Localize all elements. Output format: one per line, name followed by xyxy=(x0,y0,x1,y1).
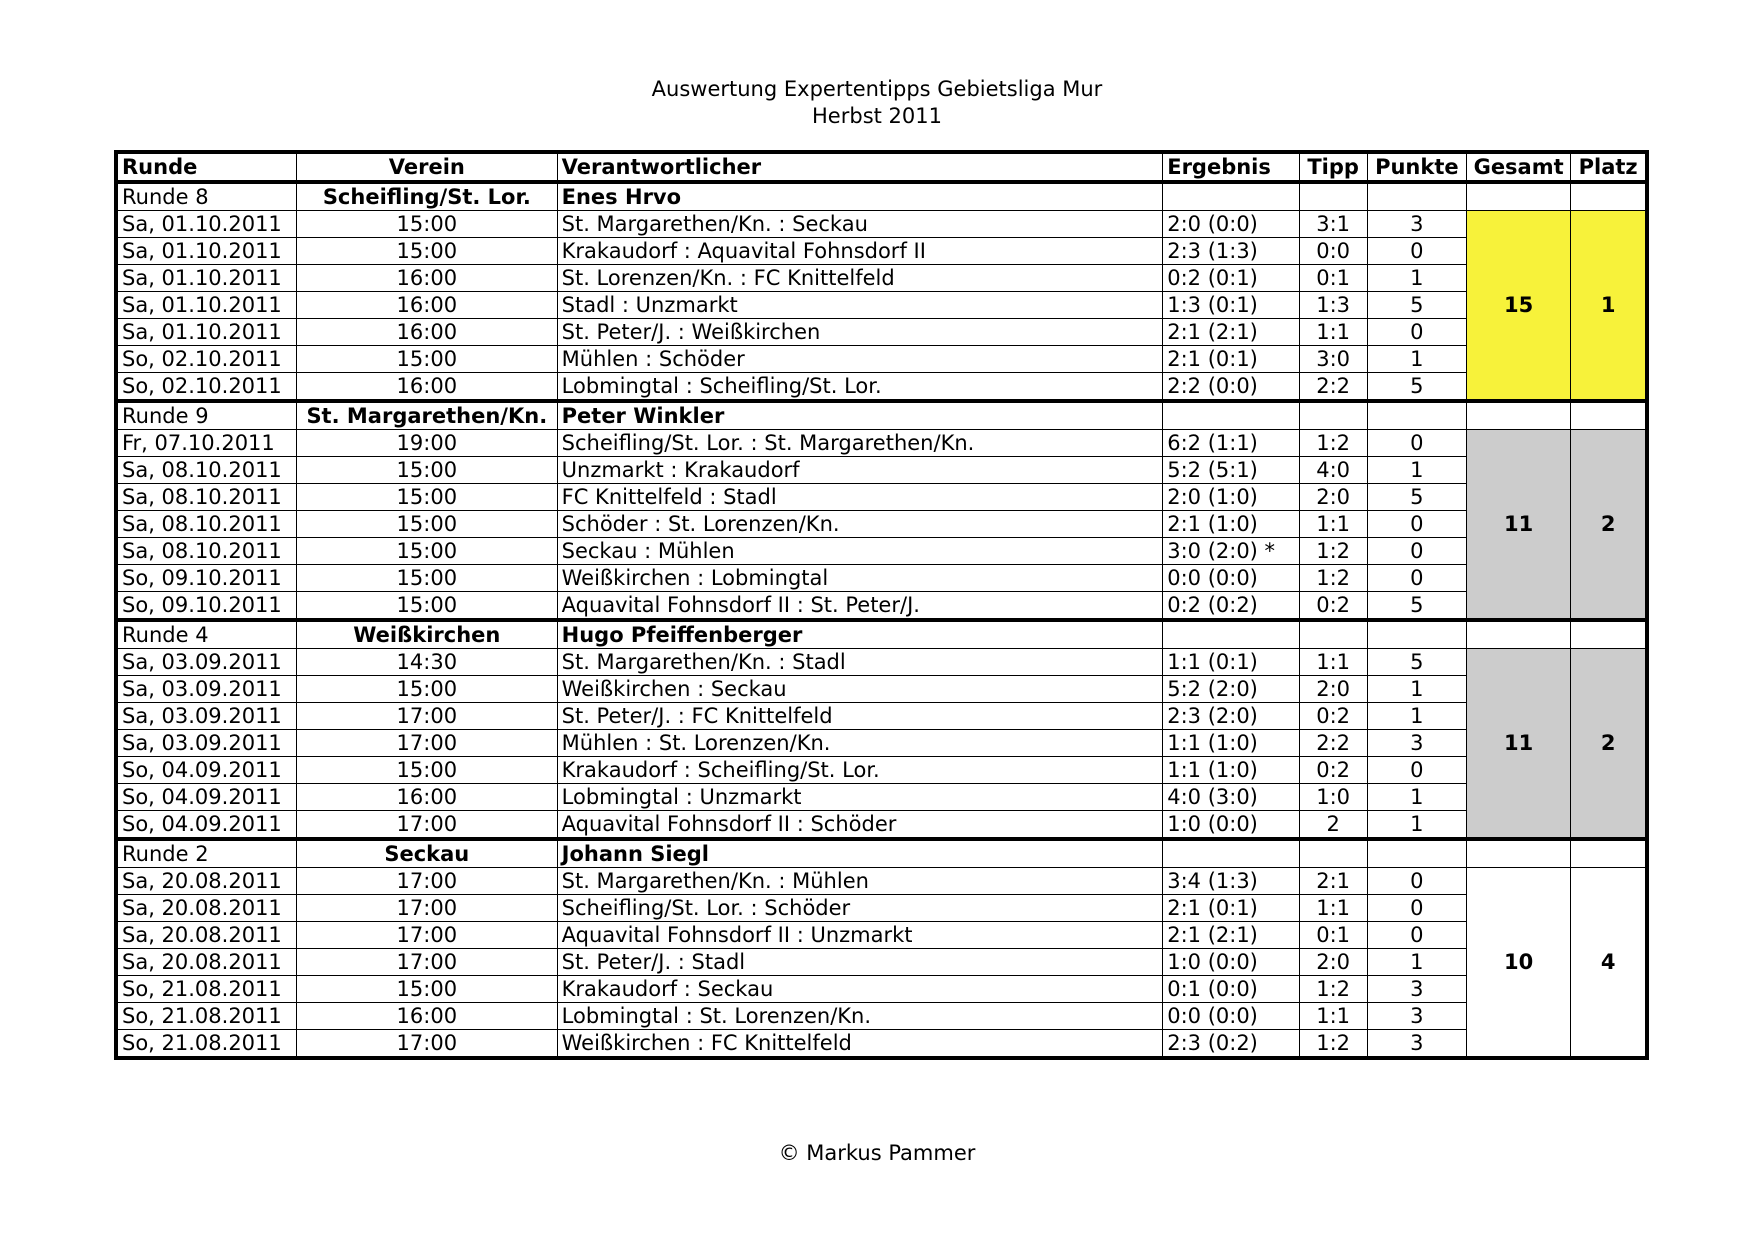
match-date: Sa, 03.09.2011 xyxy=(116,649,296,676)
round-label: Runde 8 xyxy=(116,182,296,211)
match-tip: 0:0 xyxy=(1299,238,1367,265)
table-row xyxy=(116,811,1647,840)
match-result: 2:0 (1:0) xyxy=(1163,484,1299,511)
match-points: 0 xyxy=(1367,238,1466,265)
match-date: So, 02.10.2011 xyxy=(116,373,296,402)
match-tip: 1:1 xyxy=(1299,511,1367,538)
match-tip: 2:2 xyxy=(1299,730,1367,757)
match-tip: 4:0 xyxy=(1299,457,1367,484)
match-points: 3 xyxy=(1367,211,1466,238)
match-date: Sa, 08.10.2011 xyxy=(116,457,296,484)
empty-cell xyxy=(1367,182,1466,211)
match-result: 2:1 (0:1) xyxy=(1163,346,1299,373)
match-pairing: St. Margarethen/Kn. : Stadl xyxy=(557,649,1163,676)
table-row xyxy=(116,457,1647,484)
match-time: 17:00 xyxy=(296,730,557,757)
match-tip: 1:2 xyxy=(1299,565,1367,592)
round-header-row xyxy=(116,620,1647,649)
match-result: 1:3 (0:1) xyxy=(1163,292,1299,319)
table-row xyxy=(116,784,1647,811)
match-points: 0 xyxy=(1367,922,1466,949)
match-pairing: FC Knittelfeld : Stadl xyxy=(557,484,1163,511)
match-points: 1 xyxy=(1367,265,1466,292)
table-row xyxy=(116,868,1647,895)
match-result: 2:1 (1:0) xyxy=(1163,511,1299,538)
match-time: 16:00 xyxy=(296,1003,557,1030)
match-date: Sa, 03.09.2011 xyxy=(116,703,296,730)
empty-cell xyxy=(1571,401,1647,430)
match-pairing: Aquavital Fohnsdorf II : Unzmarkt xyxy=(557,922,1163,949)
match-tip: 0:1 xyxy=(1299,265,1367,292)
table-row xyxy=(116,346,1647,373)
table-row xyxy=(116,976,1647,1003)
match-time: 14:30 xyxy=(296,649,557,676)
table-row xyxy=(116,484,1647,511)
match-points: 1 xyxy=(1367,457,1466,484)
match-result: 0:2 (0:1) xyxy=(1163,265,1299,292)
header-tipp: Tipp xyxy=(1299,152,1367,182)
match-points: 5 xyxy=(1367,373,1466,402)
match-date: Sa, 08.10.2011 xyxy=(116,511,296,538)
match-date: Sa, 03.09.2011 xyxy=(116,676,296,703)
match-tip: 1:2 xyxy=(1299,430,1367,457)
match-result: 3:4 (1:3) xyxy=(1163,868,1299,895)
match-date: Sa, 08.10.2011 xyxy=(116,538,296,565)
match-time: 17:00 xyxy=(296,895,557,922)
match-result: 1:1 (1:0) xyxy=(1163,730,1299,757)
match-time: 16:00 xyxy=(296,265,557,292)
match-time: 15:00 xyxy=(296,565,557,592)
match-points: 0 xyxy=(1367,868,1466,895)
empty-cell xyxy=(1299,839,1367,868)
table-row xyxy=(116,211,1647,238)
match-points: 1 xyxy=(1367,811,1466,840)
match-date: Sa, 20.08.2011 xyxy=(116,895,296,922)
match-time: 15:00 xyxy=(296,238,557,265)
match-result: 2:3 (2:0) xyxy=(1163,703,1299,730)
match-pairing: St. Peter/J. : Stadl xyxy=(557,949,1163,976)
table-row xyxy=(116,922,1647,949)
match-pairing: St. Peter/J. : FC Knittelfeld xyxy=(557,703,1163,730)
round-club: St. Margarethen/Kn. xyxy=(296,401,557,430)
match-pairing: Unzmarkt : Krakaudorf xyxy=(557,457,1163,484)
match-points: 3 xyxy=(1367,1003,1466,1030)
match-result: 0:2 (0:2) xyxy=(1163,592,1299,621)
match-pairing: Mühlen : St. Lorenzen/Kn. xyxy=(557,730,1163,757)
empty-cell xyxy=(1163,401,1299,430)
match-result: 1:1 (1:0) xyxy=(1163,757,1299,784)
match-pairing: Scheifling/St. Lor. : St. Margarethen/Kn. xyxy=(557,430,1163,457)
rank-cell: 4 xyxy=(1571,868,1647,1059)
match-result: 2:1 (2:1) xyxy=(1163,319,1299,346)
match-pairing: Krakaudorf : Scheifling/St. Lor. xyxy=(557,757,1163,784)
table-row xyxy=(116,430,1647,457)
match-tip: 1:3 xyxy=(1299,292,1367,319)
table-body xyxy=(116,182,1647,1058)
table-row xyxy=(116,292,1647,319)
match-date: So, 02.10.2011 xyxy=(116,346,296,373)
match-result: 1:0 (0:0) xyxy=(1163,811,1299,840)
match-result: 2:0 (0:0) xyxy=(1163,211,1299,238)
round-header-row xyxy=(116,839,1647,868)
empty-cell xyxy=(1299,620,1367,649)
total-points-cell: 11 xyxy=(1466,430,1570,621)
match-date: So, 04.09.2011 xyxy=(116,757,296,784)
match-result: 3:0 (2:0) * xyxy=(1163,538,1299,565)
match-points: 1 xyxy=(1367,784,1466,811)
match-points: 1 xyxy=(1367,346,1466,373)
match-result: 2:1 (2:1) xyxy=(1163,922,1299,949)
table-row xyxy=(116,538,1647,565)
table-row xyxy=(116,592,1647,621)
title-line-2: Herbst 2011 xyxy=(812,104,942,128)
match-result: 2:2 (0:0) xyxy=(1163,373,1299,402)
match-date: So, 09.10.2011 xyxy=(116,592,296,621)
results-table xyxy=(114,150,1649,1060)
round-responsible: Peter Winkler xyxy=(557,401,1163,430)
match-points: 1 xyxy=(1367,949,1466,976)
table-row xyxy=(116,565,1647,592)
match-pairing: St. Peter/J. : Weißkirchen xyxy=(557,319,1163,346)
match-time: 15:00 xyxy=(296,676,557,703)
header-punkte: Punkte xyxy=(1367,152,1466,182)
empty-cell xyxy=(1163,839,1299,868)
match-pairing: Scheifling/St. Lor. : Schöder xyxy=(557,895,1163,922)
match-result: 6:2 (1:1) xyxy=(1163,430,1299,457)
match-tip: 1:0 xyxy=(1299,784,1367,811)
empty-cell xyxy=(1367,620,1466,649)
table-row xyxy=(116,511,1647,538)
round-header-row xyxy=(116,182,1647,211)
match-time: 15:00 xyxy=(296,976,557,1003)
match-pairing: Weißkirchen : Lobmingtal xyxy=(557,565,1163,592)
match-result: 2:1 (0:1) xyxy=(1163,895,1299,922)
empty-cell xyxy=(1571,182,1647,211)
empty-cell xyxy=(1299,182,1367,211)
match-pairing: Stadl : Unzmarkt xyxy=(557,292,1163,319)
round-header-row xyxy=(116,401,1647,430)
header-gesamt: Gesamt xyxy=(1466,152,1570,182)
match-date: Sa, 01.10.2011 xyxy=(116,211,296,238)
match-points: 3 xyxy=(1367,976,1466,1003)
match-tip: 3:1 xyxy=(1299,211,1367,238)
match-time: 17:00 xyxy=(296,868,557,895)
match-tip: 2:0 xyxy=(1299,676,1367,703)
match-pairing: St. Margarethen/Kn. : Seckau xyxy=(557,211,1163,238)
match-points: 0 xyxy=(1367,430,1466,457)
match-points: 5 xyxy=(1367,592,1466,621)
table-row xyxy=(116,703,1647,730)
copyright-footer: © Markus Pammer xyxy=(778,1141,976,1165)
match-time: 17:00 xyxy=(296,922,557,949)
match-pairing: Krakaudorf : Seckau xyxy=(557,976,1163,1003)
match-time: 17:00 xyxy=(296,811,557,840)
header-platz: Platz xyxy=(1571,152,1647,182)
header-verantwortlicher: Verantwortlicher xyxy=(557,152,1163,182)
table-row xyxy=(116,676,1647,703)
table-row xyxy=(116,730,1647,757)
match-time: 15:00 xyxy=(296,346,557,373)
empty-cell xyxy=(1163,620,1299,649)
match-pairing: Seckau : Mühlen xyxy=(557,538,1163,565)
match-points: 1 xyxy=(1367,676,1466,703)
table-row xyxy=(116,1003,1647,1030)
match-points: 0 xyxy=(1367,565,1466,592)
match-date: Sa, 01.10.2011 xyxy=(116,265,296,292)
match-date: Sa, 20.08.2011 xyxy=(116,922,296,949)
round-club: Scheifling/St. Lor. xyxy=(296,182,557,211)
match-result: 1:0 (0:0) xyxy=(1163,949,1299,976)
match-time: 15:00 xyxy=(296,592,557,621)
match-result: 0:1 (0:0) xyxy=(1163,976,1299,1003)
match-date: Sa, 01.10.2011 xyxy=(116,238,296,265)
match-date: Sa, 20.08.2011 xyxy=(116,949,296,976)
round-label: Runde 9 xyxy=(116,401,296,430)
match-date: So, 04.09.2011 xyxy=(116,811,296,840)
header-verein: Verein xyxy=(296,152,557,182)
match-time: 15:00 xyxy=(296,757,557,784)
match-tip: 2:2 xyxy=(1299,373,1367,402)
round-label: Runde 4 xyxy=(116,620,296,649)
match-result: 4:0 (3:0) xyxy=(1163,784,1299,811)
rank-cell: 2 xyxy=(1571,649,1647,840)
match-pairing: Krakaudorf : Aquavital Fohnsdorf II xyxy=(557,238,1163,265)
match-tip: 0:2 xyxy=(1299,757,1367,784)
match-tip: 2 xyxy=(1299,811,1367,840)
rank-cell: 2 xyxy=(1571,430,1647,621)
match-time: 15:00 xyxy=(296,511,557,538)
match-result: 2:3 (0:2) xyxy=(1163,1030,1299,1059)
match-tip: 0:2 xyxy=(1299,703,1367,730)
match-time: 17:00 xyxy=(296,703,557,730)
empty-cell xyxy=(1466,839,1570,868)
match-points: 1 xyxy=(1367,703,1466,730)
table-row xyxy=(116,238,1647,265)
round-responsible: Enes Hrvo xyxy=(557,182,1163,211)
match-date: Sa, 08.10.2011 xyxy=(116,484,296,511)
match-result: 5:2 (5:1) xyxy=(1163,457,1299,484)
total-points-cell: 11 xyxy=(1466,649,1570,840)
match-date: Fr, 07.10.2011 xyxy=(116,430,296,457)
match-tip: 1:1 xyxy=(1299,895,1367,922)
match-time: 16:00 xyxy=(296,319,557,346)
match-points: 0 xyxy=(1367,511,1466,538)
match-points: 0 xyxy=(1367,757,1466,784)
match-points: 5 xyxy=(1367,484,1466,511)
empty-cell xyxy=(1367,839,1466,868)
match-date: Sa, 20.08.2011 xyxy=(116,868,296,895)
match-pairing: Mühlen : Schöder xyxy=(557,346,1163,373)
match-pairing: Weißkirchen : Seckau xyxy=(557,676,1163,703)
match-result: 0:0 (0:0) xyxy=(1163,565,1299,592)
match-time: 16:00 xyxy=(296,373,557,402)
match-result: 5:2 (2:0) xyxy=(1163,676,1299,703)
empty-cell xyxy=(1571,839,1647,868)
match-time: 17:00 xyxy=(296,949,557,976)
match-tip: 1:1 xyxy=(1299,1003,1367,1030)
match-pairing: Schöder : St. Lorenzen/Kn. xyxy=(557,511,1163,538)
table-row xyxy=(116,319,1647,346)
match-tip: 2:0 xyxy=(1299,949,1367,976)
match-points: 0 xyxy=(1367,895,1466,922)
match-points: 0 xyxy=(1367,319,1466,346)
match-tip: 1:1 xyxy=(1299,319,1367,346)
empty-cell xyxy=(1367,401,1466,430)
match-time: 17:00 xyxy=(296,1030,557,1059)
table-row xyxy=(116,757,1647,784)
match-time: 16:00 xyxy=(296,784,557,811)
match-points: 5 xyxy=(1367,649,1466,676)
document-title xyxy=(0,76,1754,130)
match-tip: 3:0 xyxy=(1299,346,1367,373)
match-points: 3 xyxy=(1367,1030,1466,1059)
match-time: 19:00 xyxy=(296,430,557,457)
table-row xyxy=(116,1030,1647,1059)
table-row xyxy=(116,649,1647,676)
match-date: So, 21.08.2011 xyxy=(116,976,296,1003)
round-label: Runde 2 xyxy=(116,839,296,868)
empty-cell xyxy=(1466,182,1570,211)
match-result: 2:3 (1:3) xyxy=(1163,238,1299,265)
match-time: 16:00 xyxy=(296,292,557,319)
match-date: Sa, 01.10.2011 xyxy=(116,292,296,319)
match-result: 0:0 (0:0) xyxy=(1163,1003,1299,1030)
table-row xyxy=(116,373,1647,402)
match-pairing: Aquavital Fohnsdorf II : Schöder xyxy=(557,811,1163,840)
match-pairing: Lobmingtal : Unzmarkt xyxy=(557,784,1163,811)
match-date: Sa, 03.09.2011 xyxy=(116,730,296,757)
match-date: So, 21.08.2011 xyxy=(116,1030,296,1059)
match-pairing: Weißkirchen : FC Knittelfeld xyxy=(557,1030,1163,1059)
match-time: 15:00 xyxy=(296,211,557,238)
match-pairing: St. Margarethen/Kn. : Mühlen xyxy=(557,868,1163,895)
rank-cell: 1 xyxy=(1571,211,1647,402)
empty-cell xyxy=(1466,401,1570,430)
match-points: 5 xyxy=(1367,292,1466,319)
match-tip: 1:2 xyxy=(1299,1030,1367,1059)
empty-cell xyxy=(1299,401,1367,430)
match-pairing: Lobmingtal : St. Lorenzen/Kn. xyxy=(557,1003,1163,1030)
match-pairing: Lobmingtal : Scheifling/St. Lor. xyxy=(557,373,1163,402)
empty-cell xyxy=(1466,620,1570,649)
table-row xyxy=(116,265,1647,292)
title-line-1: Auswertung Expertentipps Gebietsliga Mur xyxy=(651,77,1103,101)
match-date: So, 21.08.2011 xyxy=(116,1003,296,1030)
match-tip: 1:1 xyxy=(1299,649,1367,676)
match-tip: 1:2 xyxy=(1299,976,1367,1003)
match-tip: 0:2 xyxy=(1299,592,1367,621)
header-runde: Runde xyxy=(116,152,296,182)
match-pairing: St. Lorenzen/Kn. : FC Knittelfeld xyxy=(557,265,1163,292)
match-date: So, 04.09.2011 xyxy=(116,784,296,811)
match-tip: 2:1 xyxy=(1299,868,1367,895)
match-tip: 1:2 xyxy=(1299,538,1367,565)
table-row xyxy=(116,949,1647,976)
table-row xyxy=(116,895,1647,922)
total-points-cell: 10 xyxy=(1466,868,1570,1059)
round-club: Weißkirchen xyxy=(296,620,557,649)
match-points: 3 xyxy=(1367,730,1466,757)
match-tip: 2:0 xyxy=(1299,484,1367,511)
match-time: 15:00 xyxy=(296,484,557,511)
header-row xyxy=(116,152,1647,182)
total-points-cell: 15 xyxy=(1466,211,1570,402)
match-date: So, 09.10.2011 xyxy=(116,565,296,592)
round-responsible: Hugo Pfeiffenberger xyxy=(557,620,1163,649)
match-tip: 0:1 xyxy=(1299,922,1367,949)
match-date: Sa, 01.10.2011 xyxy=(116,319,296,346)
round-club: Seckau xyxy=(296,839,557,868)
match-time: 15:00 xyxy=(296,538,557,565)
header-ergebnis: Ergebnis xyxy=(1163,152,1299,182)
match-result: 1:1 (0:1) xyxy=(1163,649,1299,676)
match-pairing: Aquavital Fohnsdorf II : St. Peter/J. xyxy=(557,592,1163,621)
round-responsible: Johann Siegl xyxy=(557,839,1163,868)
match-time: 15:00 xyxy=(296,457,557,484)
empty-cell xyxy=(1163,182,1299,211)
empty-cell xyxy=(1571,620,1647,649)
match-points: 0 xyxy=(1367,538,1466,565)
